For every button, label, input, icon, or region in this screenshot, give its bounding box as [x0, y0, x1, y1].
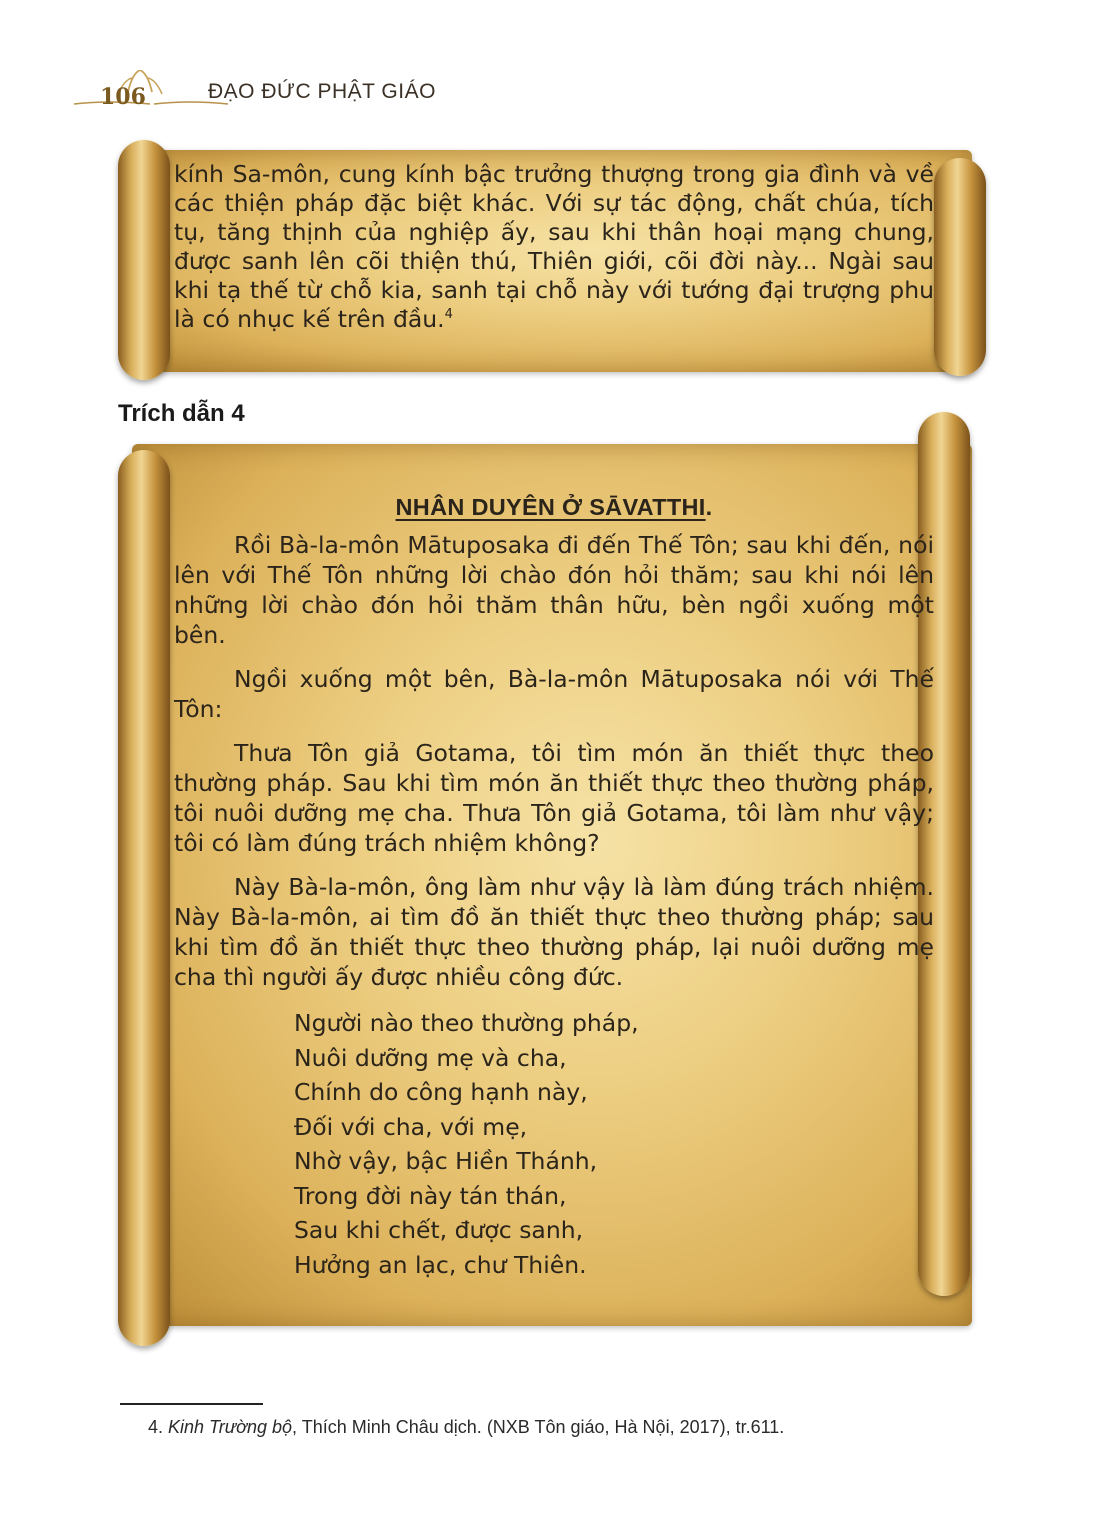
footnote-divider [120, 1403, 263, 1405]
scroll-roll-left [118, 140, 170, 380]
paragraph: Này Bà-la-môn, ông làm như vậy là làm đúng trách nhiệm. Này Bà-la-môn, ai tìm đồ ăn thiết thực theo thường pháp; sau khi tìm đồ ăn thiết thực theo thường pháp, lại nuôi dưỡng mẹ cha thì người ấy được nhiều công đức. [174, 873, 934, 991]
book-title: ĐẠO ĐỨC PHẬT GIÁO [208, 80, 436, 103]
footnote [148, 1417, 784, 1438]
scroll-roll-left [118, 450, 170, 1346]
paragraph: Rồi Bà-la-môn Mātuposaka đi đến Thế Tôn; sau khi đến, nói lên với Thế Tôn những lời chào đón hỏi thăm; sau khi nói lên những lời chào đón hỏi thăm thân hữu, bèn ngồi xuống một bên. [174, 531, 934, 649]
verse-line: Trong đời này tán thán, [294, 1181, 567, 1210]
paragraph: Ngồi xuống một bên, Bà-la-môn Mātuposaka nói với Thế Tôn: [174, 665, 934, 723]
verse-line: Đối với cha, với mẹ, [294, 1112, 528, 1141]
page-header [70, 70, 450, 115]
verse-line: Hưởng an lạc, chư Thiên. [294, 1250, 587, 1279]
footnote-citation: , Thích Minh Châu dịch. (NXB Tôn giáo, Hà Nội, 2017), tr.611. [292, 1417, 785, 1437]
verse-block [294, 1006, 934, 1282]
scroll-text-top [174, 160, 934, 334]
parchment-scroll-top [118, 140, 986, 380]
section-heading: Trích dẫn 4 [118, 400, 245, 427]
verse-line: Nhờ vậy, bậc Hiền Thánh, [294, 1147, 598, 1175]
verse-line: Người nào theo thường pháp, [294, 1009, 639, 1037]
scroll-roll-right [934, 158, 986, 376]
passage-top-text: kính Sa-môn, cung kính bậc trưởng thượng trong gia đình và về các thiện pháp đặc biệt khác. Với sự tác động, chất chúa, tích tụ, tăng thịnh của nghiệp ấy, sau khi thân hoại mạng chung, được sanh lên cõi thiện thú, Thiên giới, cõi đời này... Ngài sau khi tạ thế từ chỗ kia, sanh tại chỗ này với tướng đại trượng phu là có nhục kế trên đầu. [174, 160, 934, 333]
footnote-number: 4. [148, 1417, 164, 1437]
parchment-scroll-main [118, 412, 986, 1352]
page-number: 106 [100, 84, 146, 110]
lotus-ornament-icon [70, 70, 230, 115]
scroll-text-main [174, 492, 934, 1282]
footnote-book-title: Kinh Trường bộ [168, 1417, 293, 1437]
verse-line: Sau khi chết, được sanh, [294, 1216, 584, 1244]
footnote-ref[interactable]: 4 [444, 307, 453, 323]
passage-title: NHÂN DUYÊN Ở SĀVATTHI. [395, 494, 713, 520]
paragraph: Thưa Tôn giả Gotama, tôi tìm món ăn thiết thực theo thường pháp. Sau khi tìm món ăn thiết thực theo thường pháp, tôi nuôi dưỡng mẹ cha. Thưa Tôn giả Gotama, tôi làm như vậy; tôi có làm đúng trách nhiệm không? [174, 739, 934, 857]
verse-line: Nuôi dưỡng mẹ và cha, [294, 1043, 567, 1072]
verse-line: Chính do công hạnh này, [294, 1078, 588, 1106]
